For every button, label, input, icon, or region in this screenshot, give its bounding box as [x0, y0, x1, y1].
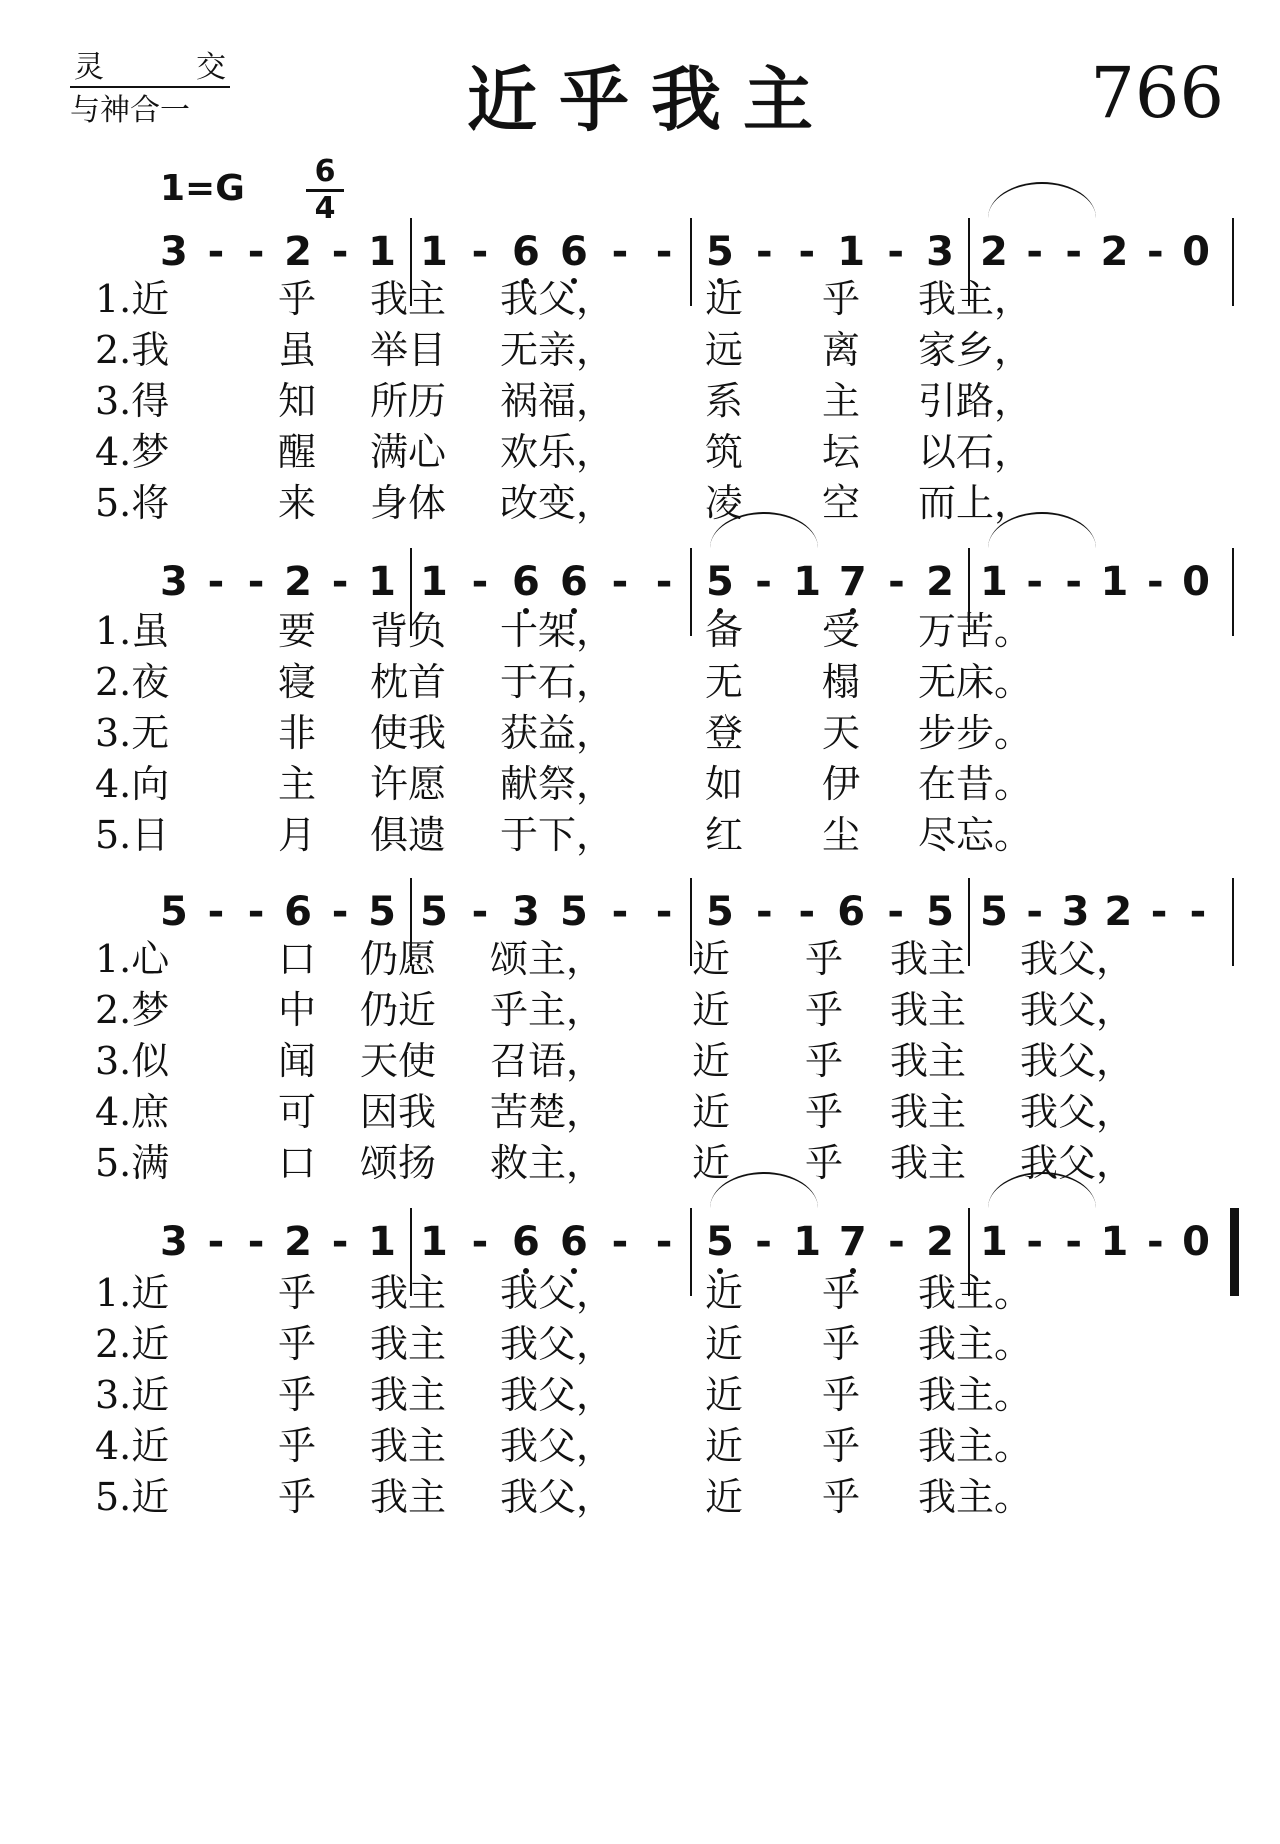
lyric-syllable: 乎	[278, 1373, 317, 1417]
lyric-syllable: 乎	[805, 1090, 844, 1134]
note: 5	[926, 889, 954, 935]
lyric-syllable: 改变，	[500, 481, 615, 525]
lyric-syllable: 天	[822, 711, 861, 755]
lyric-syllable: 月	[278, 813, 317, 857]
lyric-syllable: 许愿	[370, 762, 447, 806]
note: 7	[839, 1220, 867, 1264]
note: 2	[980, 229, 1008, 275]
lyric-syllable: 可	[278, 1090, 317, 1134]
lyric-syllable: 无亲，	[500, 328, 615, 372]
lyric-syllable: 1.近	[95, 277, 170, 321]
lyric-syllable: 我父，	[1020, 1141, 1135, 1185]
lyric-syllable: 4.梦	[95, 430, 170, 474]
lyric-syllable: 凌	[705, 481, 744, 525]
note: 1	[980, 559, 1008, 605]
dash-note: -	[611, 889, 629, 935]
lyric-syllable: 寝	[278, 660, 317, 704]
lyric-syllable: 近	[692, 1090, 731, 1134]
dash-note: -	[1146, 559, 1164, 605]
lyric-syllable: 坛	[822, 430, 861, 474]
lyric-syllable: 乎	[822, 1322, 861, 1366]
dash-note: -	[655, 559, 673, 605]
dash-note: -	[331, 889, 349, 935]
measure	[420, 1220, 676, 1264]
lyric-syllable: 我父，	[500, 1271, 615, 1315]
note: 1	[368, 1219, 396, 1265]
lyric-syllable: 1.近	[95, 1271, 170, 1315]
lyric-syllable: 主	[822, 379, 861, 423]
measure	[706, 1220, 954, 1264]
dash-note: -	[655, 229, 673, 275]
lyric-syllable: 我父，	[1020, 988, 1135, 1032]
lyric-syllable: 我主。	[918, 1373, 1033, 1417]
dash-note: -	[887, 229, 904, 275]
staff-system	[0, 850, 1280, 940]
lyric-syllable: 乎主，	[490, 988, 605, 1032]
lyric-syllable: 尘	[822, 813, 861, 857]
lyric-syllable: 我主	[370, 1424, 447, 1468]
dash-note: -	[247, 229, 265, 275]
lyric-syllable: 来	[278, 481, 317, 525]
note: 5	[420, 889, 448, 935]
note: 1	[793, 559, 822, 605]
lyric-syllable: 我主。	[918, 1271, 1033, 1315]
dash-note: -	[1146, 229, 1164, 275]
lyric-syllable: 枕首	[370, 660, 447, 704]
lyric-syllable: 中	[278, 988, 317, 1032]
lyric-syllable: 闻	[278, 1039, 317, 1083]
lyric-syllable: 2.我	[95, 328, 170, 372]
lyric-syllable: 于下，	[500, 813, 615, 857]
lyric-syllable: 近	[692, 1039, 731, 1083]
lyric-syllable: 榻	[822, 660, 861, 704]
lyric-syllable: 十架，	[500, 609, 615, 653]
note: 6	[837, 889, 866, 935]
lyric-syllable: 所历	[370, 379, 447, 423]
lyric-syllable: 离	[822, 328, 861, 372]
lyric-syllable: 而上，	[918, 481, 1033, 525]
note: 5	[980, 889, 1008, 935]
lyric-syllable: 尽忘。	[918, 813, 1033, 857]
lyric-syllable: 我主	[890, 1039, 967, 1083]
staff-system	[0, 190, 1280, 280]
measure	[420, 560, 676, 604]
lyric-syllable: 我主	[370, 1271, 447, 1315]
lyric-syllable: 万苦。	[918, 609, 1033, 653]
dash-note: -	[755, 1219, 772, 1265]
lyric-syllable: 口	[278, 937, 317, 981]
lyric-syllable: 我主	[370, 277, 447, 321]
lyric-syllable: 1.心	[95, 937, 170, 981]
dash-note: -	[655, 1219, 673, 1265]
note: 0	[1182, 559, 1210, 605]
lyric-syllable: 2.近	[95, 1322, 170, 1366]
dash-note: -	[1065, 559, 1082, 605]
dash-note: -	[331, 559, 349, 605]
note: 0	[1182, 1219, 1210, 1265]
dash-note: -	[798, 229, 816, 275]
lyric-syllable: 我主。	[918, 1475, 1033, 1519]
lyric-syllable: 我主	[370, 1373, 447, 1417]
meter-top: 6	[314, 154, 336, 189]
lyric-syllable: 近	[692, 1141, 731, 1185]
note: 1	[837, 229, 866, 275]
note: 2	[284, 559, 312, 605]
lyric-syllable: 3.近	[95, 1373, 170, 1417]
meter-bottom: 4	[314, 191, 336, 226]
lyric-syllable: 5.满	[95, 1141, 170, 1185]
lyric-syllable: 我父，	[1020, 937, 1135, 981]
note: 5	[706, 560, 734, 604]
lyric-syllable: 于石，	[500, 660, 615, 704]
note: 6	[560, 230, 588, 274]
lyric-syllable: 乎	[822, 1424, 861, 1468]
lyric-syllable: 我父，	[500, 277, 615, 321]
lyric-syllable: 仍近	[360, 988, 437, 1032]
dash-note: -	[471, 229, 489, 275]
lyric-syllable: 4.近	[95, 1424, 170, 1468]
note: 2	[926, 559, 954, 605]
note: 2	[926, 1219, 954, 1265]
lyric-syllable: 无床。	[918, 660, 1033, 704]
note: 2	[284, 1219, 312, 1265]
lyric-syllable: 近	[692, 937, 731, 981]
note: 5	[559, 889, 588, 935]
lyric-syllable: 乎	[805, 1039, 844, 1083]
lyric-syllable: 空	[822, 481, 861, 525]
lyric-syllable: 颂主，	[490, 937, 605, 981]
key-signature: 1=G	[160, 168, 245, 209]
lyric-syllable: 近	[692, 988, 731, 1032]
lyric-syllable: 满心	[370, 430, 447, 474]
lyric-syllable: 受	[822, 609, 861, 653]
note: 3	[160, 1219, 188, 1265]
lyric-syllable: 我主	[890, 937, 967, 981]
dash-note: -	[247, 559, 265, 605]
dash-note: -	[471, 889, 489, 935]
lyric-syllable: 颂扬	[360, 1141, 437, 1185]
note: 5	[706, 1220, 734, 1264]
dash-note: -	[1026, 889, 1044, 935]
lyric-syllable: 我主	[890, 988, 967, 1032]
lyric-syllable: 登	[705, 711, 744, 755]
hymn-number: 766	[1090, 52, 1224, 134]
lyric-syllable: 伊	[822, 762, 861, 806]
note: 6	[512, 560, 540, 604]
lyric-syllable: 苦楚，	[490, 1090, 605, 1134]
lyric-syllable: 俱遗	[370, 813, 447, 857]
lyric-syllable: 4.庶	[95, 1090, 170, 1134]
lyric-syllable: 系	[705, 379, 744, 423]
lyric-syllable: 要	[278, 609, 317, 653]
lyric-syllable: 3.似	[95, 1039, 170, 1083]
lyric-syllable: 我主	[890, 1141, 967, 1185]
lyric-syllable: 天使	[360, 1039, 437, 1083]
dash-note: -	[755, 559, 772, 605]
lyric-syllable: 我父，	[1020, 1039, 1135, 1083]
note: 1	[368, 229, 396, 275]
lyric-syllable: 虽	[278, 328, 317, 372]
dash-note: -	[1146, 1219, 1164, 1265]
dash-note: -	[1189, 889, 1207, 935]
lyric-syllable: 近	[705, 1373, 744, 1417]
lyric-syllable: 我父，	[500, 1424, 615, 1468]
note: 1	[980, 1219, 1008, 1265]
slur	[988, 182, 1096, 218]
lyric-syllable: 我主。	[918, 1322, 1033, 1366]
lyric-syllable: 乎	[278, 277, 317, 321]
lyric-line	[0, 1466, 1280, 1526]
staff-system	[0, 1180, 1280, 1270]
lyric-syllable: 乎	[805, 937, 844, 981]
lyric-syllable: 救主，	[490, 1141, 605, 1185]
note: 5	[368, 889, 396, 935]
dash-note: -	[888, 1219, 905, 1265]
note: 6	[560, 1220, 588, 1264]
lyric-syllable: 我主。	[918, 1424, 1033, 1468]
lyric-syllable: 非	[278, 711, 317, 755]
lyric-syllable: 近	[705, 1271, 744, 1315]
category-top-left: 灵	[74, 50, 104, 85]
measure	[706, 560, 954, 604]
note: 0	[1182, 229, 1210, 275]
lyric-syllable: 醒	[278, 430, 317, 474]
note: 3	[1061, 889, 1090, 935]
lyric-syllable: 近	[705, 277, 744, 321]
dash-note: -	[471, 1219, 489, 1265]
lyric-syllable: 祸福，	[500, 379, 615, 423]
note: 7	[839, 560, 867, 604]
lyric-syllable: 远	[705, 328, 744, 372]
dash-note: -	[247, 1219, 265, 1265]
lyric-syllable: 乎	[822, 277, 861, 321]
note: 1	[1100, 1219, 1129, 1265]
dash-note: -	[611, 1219, 629, 1265]
dash-note: -	[207, 559, 225, 605]
dash-note: -	[207, 889, 225, 935]
lyric-syllable: 知	[278, 379, 317, 423]
dash-note: -	[1150, 889, 1168, 935]
measure	[160, 560, 396, 604]
note: 6	[560, 560, 588, 604]
lyric-syllable: 4.向	[95, 762, 170, 806]
dash-note: -	[1065, 229, 1082, 275]
lyric-syllable: 乎	[822, 1271, 861, 1315]
note: 3	[926, 229, 954, 275]
note: 1	[1100, 559, 1129, 605]
note: 2	[1104, 889, 1133, 935]
note: 6	[284, 889, 312, 935]
lyric-syllable: 5.近	[95, 1475, 170, 1519]
note: 2	[1100, 229, 1129, 275]
lyric-syllable: 乎	[278, 1271, 317, 1315]
lyric-syllable: 1.虽	[95, 609, 170, 653]
lyric-syllable: 筑	[705, 430, 744, 474]
hymn-title: 近乎我主	[467, 59, 835, 141]
category-bottom: 与神合一	[70, 93, 190, 128]
lyric-syllable: 使我	[370, 711, 447, 755]
lyric-syllable: 如	[705, 762, 744, 806]
dash-note: -	[207, 229, 225, 275]
lyric-syllable: 5.将	[95, 481, 170, 525]
lyric-syllable: 乎	[822, 1373, 861, 1417]
lyric-syllable: 无	[705, 660, 744, 704]
dash-note: -	[756, 229, 773, 275]
lyric-syllable: 红	[705, 813, 744, 857]
lyric-syllable: 近	[705, 1424, 744, 1468]
lyric-syllable: 获益，	[500, 711, 615, 755]
lyric-syllable: 我主	[890, 1090, 967, 1134]
measure	[980, 560, 1210, 604]
note: 3	[160, 559, 188, 605]
lyric-syllable: 乎	[278, 1475, 317, 1519]
lyric-syllable: 欢乐，	[500, 430, 615, 474]
lyric-syllable: 步步。	[918, 711, 1033, 755]
measure	[980, 1220, 1210, 1264]
lyric-syllable: 口	[278, 1141, 317, 1185]
lyric-syllable: 献祭，	[500, 762, 615, 806]
lyric-syllable: 主	[278, 762, 317, 806]
lyric-syllable: 仍愿	[360, 937, 437, 981]
lyric-syllable: 我主	[370, 1475, 447, 1519]
dash-note: -	[1026, 1219, 1044, 1265]
lyric-syllable: 2.梦	[95, 988, 170, 1032]
note: 1	[420, 1219, 448, 1265]
measure	[160, 1220, 396, 1264]
lyric-syllable: 乎	[278, 1322, 317, 1366]
note: 1	[368, 559, 396, 605]
note: 5	[706, 889, 734, 935]
category-top-right: 交	[196, 50, 226, 85]
lyric-syllable: 近	[705, 1322, 744, 1366]
note: 1	[420, 559, 448, 605]
note: 5	[706, 230, 734, 274]
lyric-syllable: 3.无	[95, 711, 170, 755]
lyric-syllable: 我父，	[1020, 1090, 1135, 1134]
dash-note: -	[331, 1219, 349, 1265]
dash-note: -	[655, 889, 673, 935]
dash-note: -	[1065, 1219, 1082, 1265]
lyric-syllable: 家乡，	[918, 328, 1033, 372]
lyric-syllable: 以石，	[918, 430, 1033, 474]
lyric-syllable: 因我	[360, 1090, 437, 1134]
lyric-syllable: 近	[705, 1475, 744, 1519]
note: 6	[512, 1220, 540, 1264]
dash-note: -	[1026, 229, 1044, 275]
lyric-syllable: 乎	[805, 988, 844, 1032]
lyric-syllable: 2.夜	[95, 660, 170, 704]
note: 1	[420, 229, 448, 275]
lyric-syllable: 在昔。	[918, 762, 1033, 806]
note: 2	[284, 229, 312, 275]
dash-note: -	[756, 889, 773, 935]
dash-note: -	[207, 1219, 225, 1265]
note: 6	[512, 230, 540, 274]
dash-note: -	[798, 889, 816, 935]
lyric-syllable: 5.日	[95, 813, 170, 857]
lyric-syllable: 乎	[822, 1475, 861, 1519]
dash-note: -	[247, 889, 265, 935]
dash-note: -	[471, 559, 489, 605]
note: 5	[160, 889, 188, 935]
dash-note: -	[888, 559, 905, 605]
dash-note: -	[611, 229, 629, 275]
lyric-syllable: 我主	[370, 1322, 447, 1366]
note: 3	[160, 229, 188, 275]
lyric-syllable: 备	[705, 609, 744, 653]
lyric-syllable: 我父，	[500, 1322, 615, 1366]
lyric-syllable: 3.得	[95, 379, 170, 423]
lyric-syllable: 举目	[370, 328, 447, 372]
lyric-syllable: 我父，	[500, 1373, 615, 1417]
dash-note: -	[331, 229, 349, 275]
lyric-syllable: 召语，	[490, 1039, 605, 1083]
lyric-syllable: 我主，	[918, 277, 1033, 321]
dash-note: -	[611, 559, 629, 605]
lyric-syllable: 引路，	[918, 379, 1033, 423]
note: 1	[793, 1219, 822, 1265]
dash-note: -	[1026, 559, 1044, 605]
lyric-syllable: 我父，	[500, 1475, 615, 1519]
lyric-syllable: 身体	[370, 481, 447, 525]
staff-system	[0, 520, 1280, 610]
note: 3	[512, 889, 540, 935]
lyric-syllable: 乎	[805, 1141, 844, 1185]
lyric-syllable: 乎	[278, 1424, 317, 1468]
dash-note: -	[887, 889, 904, 935]
lyric-syllable: 背负	[370, 609, 447, 653]
